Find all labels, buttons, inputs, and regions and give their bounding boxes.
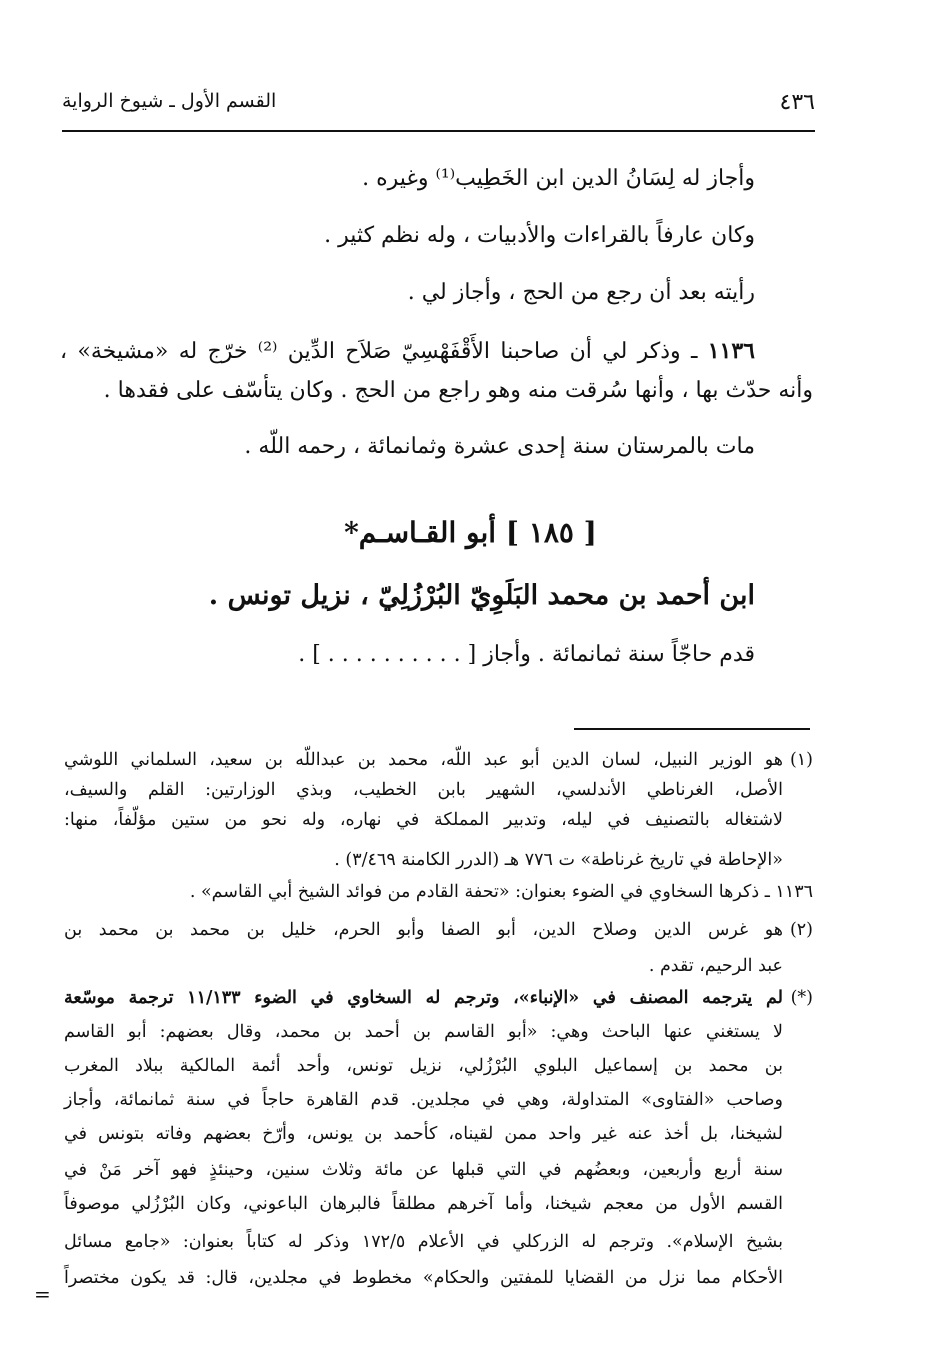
running-title: القسم الأول ـ شيوخ الرواية xyxy=(62,90,277,112)
footnote-marker: (*) xyxy=(790,988,813,1008)
entry-note: قدم حاجّاً سنة ثمانمائة . وأجاز [ . . . . . . . . . . ] . xyxy=(298,642,755,667)
entry-title: [ ١٨٥ ] أبو القـاسـم* xyxy=(344,516,597,549)
document-page: ٤٣٦ القسم الأول ـ شيوخ الرواية وأجاز له لِسَانُ الدين ابن الخَطِيب⁽¹⁾ وغيره . وكان عارفاً بالقراءات والأدبيات ، وله نظم كثير . رأيته بعد أن رجع من الحج ، وأجاز لي . ١١٣٦ ـ وذكر لي أن صاحبنا الأَقْفَهْسِيّ صَلاَح الدِّين ⁽²⁾ خرّج له «مشيخة» ، وأنه حدّث بها ، وأنها سُرقت منه وهو راجع من الحج . وكان يتأسّف على فقدها . مات بالمرستان سنة إحدى عشرة وثمانمائة ، رحمه اللّه . [ ١٨٥ ] أبو القـاسـم* ابن أحمد بن محمد البَلَوِيّ البُرْزُلِيّ ، نزيل تونس . قدم حاجّاً سنة ثمانمائة . وأجاز [ . . . . . . . . . . ] . (١) هو الوزير النبيل، لسان الدين أبو عبد اللّه، محمد بن عبداللّه بن سعيد، السلماني اللوشي الأصل، الغرناطي الأندلسي، الشهير بابن الخطيب، وبذي الوزارتين: القلم والسيف، لاشتغاله بالتصنيف في ليله، وتدبير المملكة في نهاره، وله نحو من ستين مؤلّفاً، منها: «الإحاطة في تاريخ غرناطة» ت ٧٧٦ هـ (الدرر الكامنة ٣/٤٦٩) . ١١٣٦ ـ ذكرها السخاوي في الضوء بعنوان: «تحفة القادم من فوائد الشيخ أبي القاسم» . (٢) هو غرس الدين وصلاح الدين، أبو الصفا وأبو الحرم، خليل بن محمد بن محمد بن عبد الرحيم، تقدم . (*) لم يترجمه المصنف في «الإنباء»، وترجم له السخاوي في الضوء ١١/١٣٣ ترجمة موسّعة لا يستغني عنها الباحث وهي: «أبو القاسم بن أحمد بن محمد، وقال بعضهم: أبو القاسم بن محمد بن إسماعيل البلوي البُرْزُلي، نزيل تونس، وأحد أئمة المالكية ببلاد المغرب وصاحب «الفتاوى» المتداولة، وهي في مجلدين. قدم القاهرة حاجاً في سنة ثمانمائة، وأجاز لشيخنا، بل أخذ عنه غير واحد ممن لقيناه، كأحمد بن يونس، وأرّخ بعضهم وفاته بتونس في سنة أربع وأربعين، وبعضُهم في التي قبلها عن مائة وثلاث سنين، وحينئذٍ فهو آخر مَنْ في القسم الأول من معجم شيخنا، وأما آخرهم مطلقاً فالبرهان الباعوني، وكان البُرْزُلي موصوفاً بشيخ الإسلام». وترجم له الزركلي في الأعلام ١٧٢/٥ وذكر له كتاباً بعنوان: «جامع مسائل الأحكام مما نزل من القضايا للمفتين والحكام» مخطوط في مجلدين، قال: قد يكون مختصراً = xyxy=(0,0,941,1372)
footnote-line: ١١٣٦ ـ ذكرها السخاوي في الضوء بعنوان: «تحفة القادم من فوائد الشيخ أبي القاسم» . xyxy=(189,882,813,902)
footnote-marker: (٢) xyxy=(789,920,813,940)
body-line: مات بالمرستان سنة إحدى عشرة وثمانمائة ، رحمه اللّه . xyxy=(244,434,755,459)
footnote-rule xyxy=(574,728,810,730)
page-header xyxy=(62,86,815,126)
entry-number: ١١٣٦ xyxy=(707,338,755,364)
continuation-mark: = xyxy=(34,1282,51,1306)
body-line: وأجاز له لِسَانُ الدين ابن الخَطِيب⁽¹⁾ وغيره . xyxy=(362,166,755,191)
body-line: وأنه حدّث بها ، وأنها سُرقت منه وهو راجع من الحج . وكان يتأسّف على فقدها . xyxy=(103,378,813,403)
entry-name: ابن أحمد بن محمد البَلَوِيّ البُرْزُلِيّ ، نزيل تونس . xyxy=(208,580,755,611)
footnote-marker: (١) xyxy=(789,750,813,770)
header-rule xyxy=(62,130,815,132)
body-line: وكان عارفاً بالقراءات والأدبيات ، وله نظم كثير . xyxy=(324,223,755,248)
entry-1136-line: ١١٣٦ ـ وذكر لي أن صاحبنا الأَقْفَهْسِيّ صَلاَح الدِّين ⁽²⁾ خرّج له «مشيخة» ، xyxy=(60,338,755,364)
page-number: ٤٣٦ xyxy=(779,90,815,115)
body-line: رأيته بعد أن رجع من الحج ، وأجاز لي . xyxy=(407,280,755,305)
